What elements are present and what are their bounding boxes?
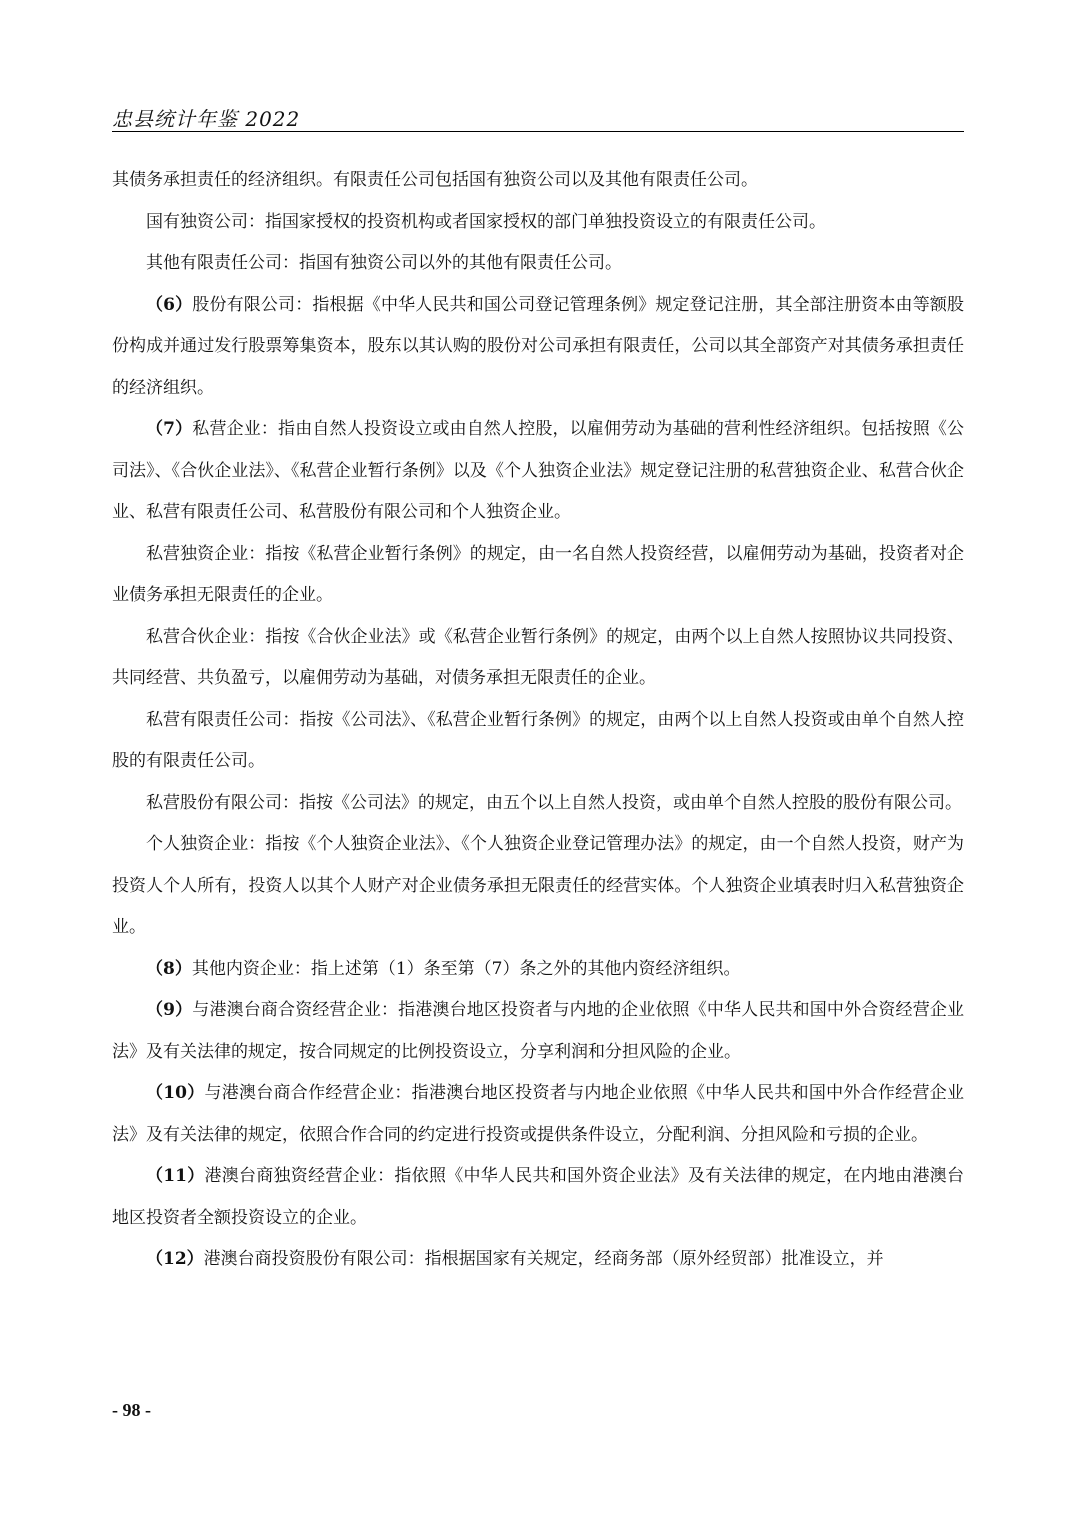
paragraph-text: 国有独资公司：指国家授权的投资机构或者国家授权的部门单独投资设立的有限责任公司。 — [146, 211, 826, 232]
paragraph-text: 私营企业：指由自然人投资设立或由自然人控股，以雇佣劳动为基础的营利性经济组织。包括按照《公司法》、《合伙企业法》、《私营企业暂行条例》以及《个人独资企业法》规定登记注册的私营独资企业、私营合伙企业、私营有限责任公司、私营股份有限公司和个人独资企业。 — [112, 419, 964, 522]
item-number: （10） — [146, 1083, 205, 1103]
paragraph — [112, 160, 964, 202]
paragraph-text: 个人独资企业：指按《个人独资企业法》、《个人独资企业登记管理办法》的规定，由一个自然人投资，财产为投资人个人所有，投资人以其个人财产对企业债务承担无限责任的经营实体。个人独资企业填表时归入私营独资企业。 — [112, 834, 964, 937]
page-number: - 98 - — [112, 1400, 151, 1420]
item-number: （9） — [146, 1000, 193, 1020]
paragraph-text: 股份有限公司：指根据《中华人民共和国公司登记管理条例》规定登记注册，其全部注册资本由等额股份构成并通过发行股票筹集资本，股东以其认购的股份对公司承担有限责任，公司以其全部资产对其债务承担责任的经济组织。 — [112, 294, 964, 398]
paragraph-text: 私营合伙企业：指按《合伙企业法》或《私营企业暂行条例》的规定，由两个以上自然人按照协议共同投资、共同经营、共负盈亏，以雇佣劳动为基础，对债务承担无限责任的企业。 — [112, 626, 964, 688]
document-body — [112, 160, 964, 1281]
item-number: （11） — [146, 1166, 205, 1186]
paragraph — [112, 824, 964, 949]
paragraph — [112, 409, 964, 534]
paragraph-text: 与港澳台商合作经营企业：指港澳台地区投资者与内地企业依照《中华人民共和国中外合作经营企业法》及有关法律的规定，依照合作合同的约定进行投资或提供条件设立，分配利润、分担风险和亏损的企业。 — [112, 1083, 964, 1145]
item-number: （6） — [146, 294, 193, 315]
paragraph-text: 其他内资企业：指上述第（1）条至第（7）条之外的其他内资经济组织。 — [191, 958, 741, 979]
paragraph-text: 港澳台商独资经营企业：指依照《中华人民共和国外资企业法》及有关法律的规定，在内地由港澳台地区投资者全额投资设立的企业。 — [112, 1166, 964, 1228]
paragraph-text: 私营有限责任公司：指按《公司法》、《私营企业暂行条例》的规定，由两个以上自然人投资或由单个自然人控股的有限责任公司。 — [112, 709, 964, 771]
paragraph — [112, 202, 964, 244]
item-number: （8） — [146, 958, 192, 979]
paragraph-text: 其债务承担责任的经济组织。有限责任公司包括国有独资公司以及其他有限责任公司。 — [112, 170, 758, 190]
yearbook-header-title: 忠县统计年鉴 2022 — [112, 107, 301, 131]
paragraph — [112, 1239, 964, 1281]
paragraph — [112, 783, 964, 825]
paragraph — [112, 949, 964, 991]
item-number: （12） — [146, 1249, 204, 1269]
paragraph — [112, 700, 964, 783]
header-divider — [112, 131, 964, 132]
paragraph-text: 其他有限责任公司：指国有独资公司以外的其他有限责任公司。 — [146, 253, 622, 273]
paragraph — [112, 243, 964, 285]
paragraph — [112, 285, 964, 410]
paragraph — [112, 1156, 964, 1239]
paragraph-text: 港澳台商投资股份有限公司：指根据国家有关规定，经商务部（原外经贸部）批准设立，并 — [203, 1249, 884, 1269]
paragraph-text: 私营股份有限公司：指按《公司法》的规定，由五个以上自然人投资，或由单个自然人控股的股份有限公司。 — [146, 792, 962, 813]
paragraph — [112, 990, 964, 1073]
paragraph-text: 私营独资企业：指按《私营企业暂行条例》的规定，由一名自然人投资经营，以雇佣劳动为基础，投资者对企业债务承担无限责任的企业。 — [112, 543, 964, 605]
paragraph-text: 与港澳台商合资经营企业：指港澳台地区投资者与内地的企业依照《中华人民共和国中外合资经营企业法》及有关法律的规定，按合同规定的比例投资设立，分享利润和分担风险的企业。 — [112, 1000, 964, 1062]
paragraph — [112, 534, 964, 617]
paragraph — [112, 617, 964, 700]
paragraph — [112, 1073, 964, 1156]
item-number: （7） — [146, 419, 193, 439]
